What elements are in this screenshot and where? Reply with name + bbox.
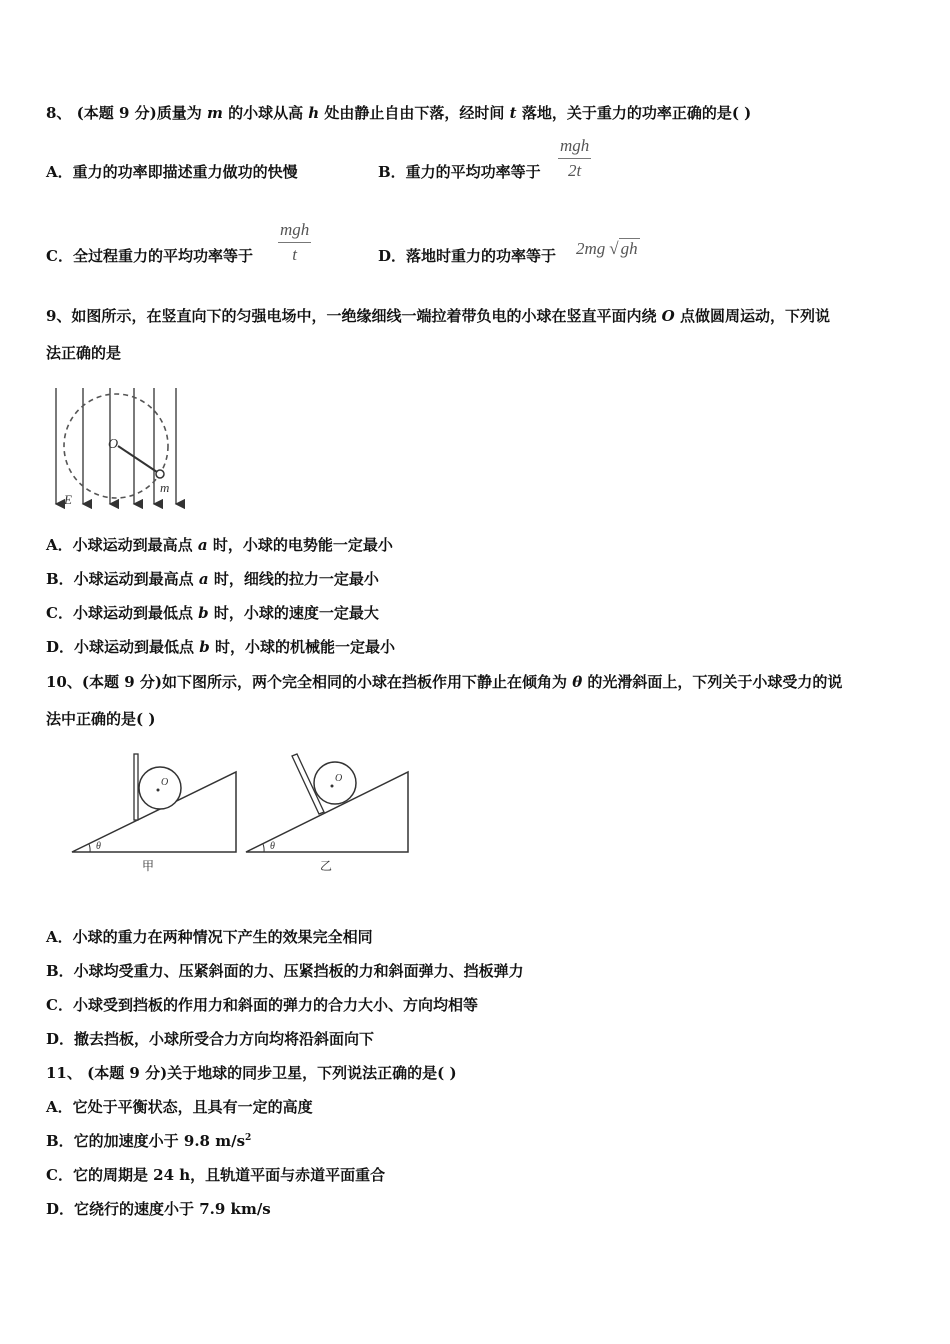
q10-option-b: B．小球均受重力、压紧斜面的力、压紧挡板的力和斜面弹力、挡板弹力 [46,962,524,980]
q10-option-c: C．小球受到挡板的作用力和斜面的弹力的合力大小、方向均相等 [46,996,478,1014]
q9-option-c: C．小球运动到最低点 b 时，小球的速度一定最大 [46,604,379,622]
label-m: m [160,480,170,495]
q9-stem-line1: 9、如图所示，在竖直向下的匀强电场中，一绝缘细线一端拉着带负电的小球在竖直平面内绕 O 点做圆周运动，下列说 [46,307,830,325]
label-o: O [108,437,119,452]
q8-stem: 8、 (本题 9 分)质量为 m 的小球从高 h 处由静止自由下落，经时间 t 落地，关于重力的功率正确的是( ) [46,104,752,122]
label-e: E [64,492,72,507]
q10-stem-line1: 10、(本题 9 分)如下图所示，两个完全相同的小球在挡板作用下静止在倾角为 θ 的光滑斜面上，下列关于小球受力的说 [46,673,843,691]
angle-arc-left [89,844,90,852]
ball-left [139,767,181,809]
label-yi: 乙 [320,859,333,873]
angle-arc-right [263,844,264,852]
q8-option-b-fraction: mgh 2t [560,136,590,180]
ball-center-right [331,785,334,788]
q8-option-b: B．重力的平均功率等于 [378,163,541,181]
q9-stem-line2: 法正确的是 [46,344,122,362]
q9-figure-electric-field [46,386,196,511]
sqrt-symbol: √ [609,239,619,258]
q9-option-b: B．小球运动到最高点 a 时，细线的拉力一定最小 [46,570,379,588]
q11-option-b: B．它的加速度小于 9.8 $m/s^2$ [46,1132,252,1150]
q11-option-a: A．它处于平衡状态，且具有一定的高度 [46,1098,313,1116]
label-theta-right: θ [270,841,275,852]
q8-option-c-fraction: mgh t [280,220,310,264]
q10-option-d: D．撤去挡板，小球所受合力方向均将沿斜面向下 [46,1030,375,1048]
q10-stem-line2: 法中正确的是( ) [46,710,156,728]
q8-option-c: C．全过程重力的平均功率等于 [46,247,253,265]
vertical-board [134,754,138,820]
q11-option-c: C．它的周期是 24 h，且轨道平面与赤道平面重合 [46,1166,386,1184]
q10-option-a: A．小球的重力在两种情况下产生的效果完全相同 [46,928,373,946]
label-o-right: O [335,773,343,784]
q10-figure-inclines [68,748,418,876]
charged-ball [156,470,164,478]
q8-option-d-expression: 2mg √ gh [576,239,638,258]
q8-option-d: D．落地时重力的功率等于 [378,247,557,265]
q8-number: 8、 [46,104,72,122]
ball-center-left [157,789,160,792]
q8-option-a: A．重力的功率即描述重力做功的快慢 [46,163,298,181]
q9-option-d: D．小球运动到最低点 b 时，小球的机械能一定最小 [46,638,395,656]
q9-option-a: A．小球运动到最高点 a 时，小球的电势能一定最小 [46,536,393,554]
q11-option-d: D．它绕行的速度小于 7.9 km/s [46,1200,271,1218]
q11-stem: 11、 (本题 9 分)关于地球的同步卫星，下列说法正确的是( ) [46,1064,457,1082]
label-o-left: O [161,777,169,788]
label-jia: 甲 [142,859,155,873]
label-theta-left: θ [96,841,101,852]
